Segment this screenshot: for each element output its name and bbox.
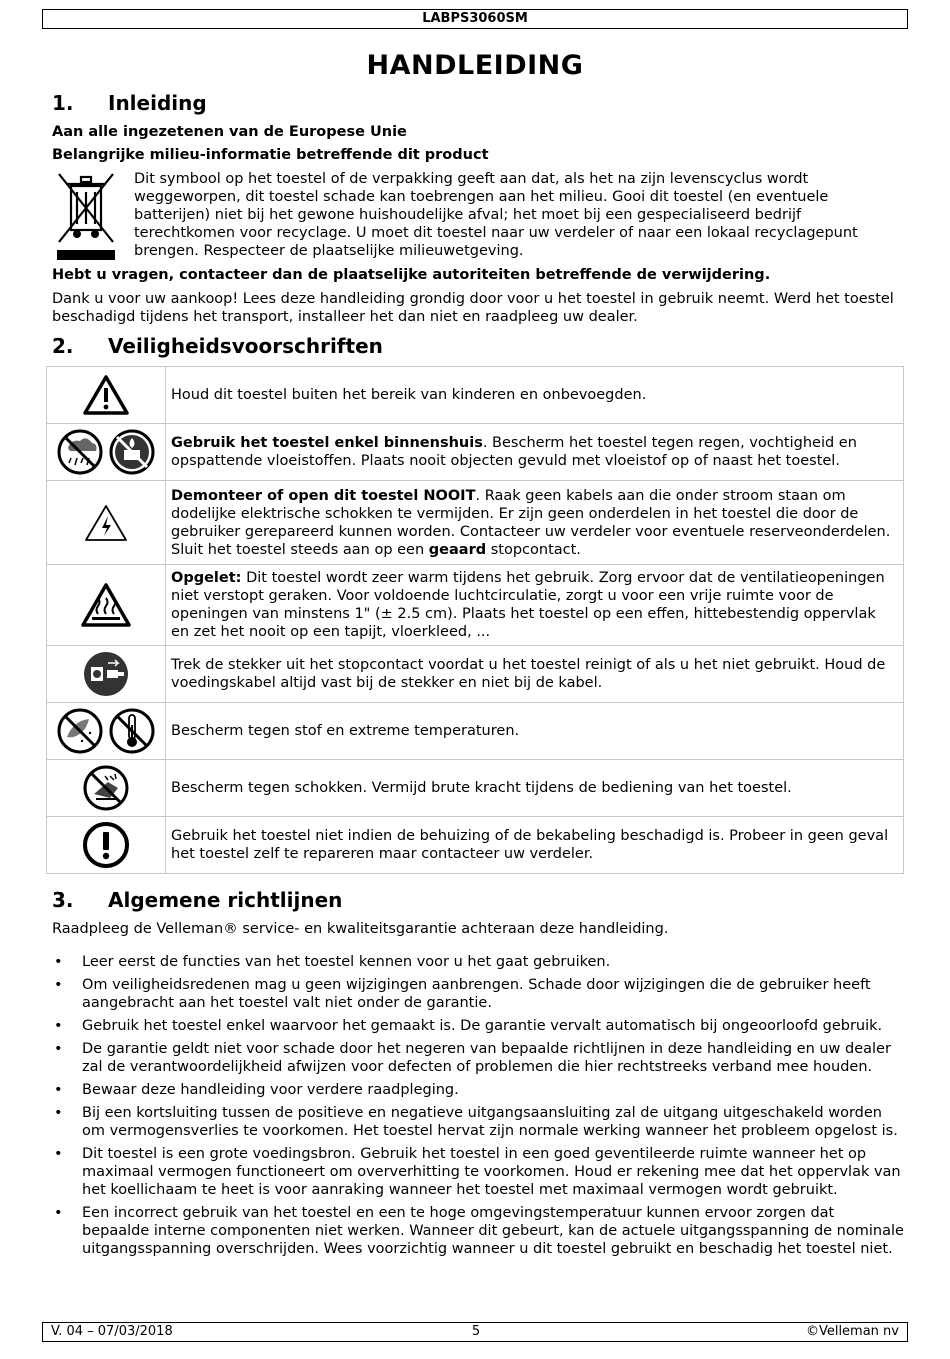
safety-row [47,367,904,424]
safety-text: Trek de stekker uit het stopcontact voordat u het toestel reinigt of als u het niet gebruikt. Houd de voedingskabel altijd vast bij de stekker en niet bij de kabel. [166,646,904,703]
section-1-heading: 1. Inleiding [52,91,207,115]
document-title: HANDLEIDING [366,50,584,81]
safety-row [47,424,904,481]
safety-text: Bescherm tegen stof en extreme temperaturen. [166,703,904,760]
model-number: LABPS3060SM [422,11,528,26]
section-2-heading: 2. Veiligheidsvoorschriften [52,334,383,358]
safety-text: Opgelet: Dit toestel wordt zeer warm tijdens het gebruik. Zorg ervoor dat de ventilatieopeningen niet verstopt geraken. Voor voldoende luchtcirculatie, zorgt u voor een vrije ruimte voor de openingen van minstens 1" (± 2.5 cm). Plaats het toestel op een effen, hittebestendig oppervlak en zet het nooit op een tapijt, vloerkleed, ... [166,565,904,646]
safety-text: Gebruik het toestel enkel binnenshuis. Bescherm het toestel tegen regen, vochtigheid en opspattende vloeistoffen. Plaats nooit objecten gevuld met vloeistof op of naast het toestel. [166,424,904,481]
no-dust-no-temperature-icon [47,703,166,760]
attention-circle-icon [47,817,166,874]
weee-description: Dit symbool op het toestel of de verpakking geeft aan dat, als het na zijn levenscyclus wordt weggeworpen, dit toestel schade kan toebrengen aan het milieu. Gooi dit toestel (en eventuele batterijen) niet bij het gewone huishoudelijke afval; het moet bij een gespecialiseerd bedrijf terechtkomen voor recyclage. U moet dit toestel naar uw verdeler of naar een lokaal recyclagepunt brengen. Respecteer de plaatselijke milieuwetgeving. [134,171,858,259]
copyright: ©Velleman nv [805,1324,899,1339]
safety-table [46,366,904,874]
list-item: • Gebruik het toestel enkel waarvoor het gemaakt is. De garantie vervalt automatisch bij ongeoorloofd gebruik. [52,1017,904,1035]
page-header [42,9,908,29]
safety-row [47,817,904,874]
safety-row [47,703,904,760]
list-item: • Een incorrect gebruik van het toestel en een te hoge omgevingstemperatuur kunnen ervoor zorgen dat bepaalde interne componenten niet werken. Wanneer dit gebeurt, kan de actuele uitgangsspanning de nominale uitgangsspanning overschrijden. Wees voorzichtig wanneer u dit toestel gebruikt en beschadig het toestel niet. [52,1204,904,1258]
warning-triangle-icon [47,367,166,424]
safety-row [47,760,904,817]
list-item: • De garantie geldt niet voor schade door het negeren van bepaalde richtlijnen in deze handleiding en uw dealer zal de verantwoordelijkheid afwijzen voor defecten of problemen die hier rechtstreeks verband mee houden. [52,1040,904,1076]
hot-surface-icon [47,565,166,646]
safety-row [47,646,904,703]
safety-row [47,481,904,565]
page-footer [42,1322,908,1342]
environment-subheading: Belangrijke milieu-informatie betreffende dit product [52,147,489,163]
list-item: • Leer eerst de functies van het toestel kennen voor u het gaat gebruiken. [52,953,904,971]
version-date: V. 04 – 07/03/2018 [51,1324,173,1339]
guidelines-list [52,953,904,1263]
weee-bin-icon [55,170,117,262]
no-rain-no-liquid-icon [47,424,166,481]
safety-text: Demonteer of open dit toestel NOOIT. Raak geen kabels aan die onder stroom staan om dodelijke elektrische schokken te vermijden. Er zijn geen onderdelen in het toestel die door de gebruiker gerepareerd kunnen worden. Contacteer uw verdeler voor eventuele reserveonderdelen. Sluit het toestel steeds aan op een geaard stopcontact. [166,481,904,565]
safety-text: Gebruik het toestel niet indien de behuizing of de bekabeling beschadigd is. Probeer in geen geval het toestel zelf te repareren maar contacteer uw verdeler. [166,817,904,874]
unplug-icon [47,646,166,703]
no-shock-icon [47,760,166,817]
list-item: • Om veiligheidsredenen mag u geen wijzigingen aanbrengen. Schade door wijzigingen die de gebruiker heeft aangebracht aan het toestel valt niet onder de garantie. [52,976,904,1012]
safety-text: Bescherm tegen schokken. Vermijd brute kracht tijdens de bediening van het toestel. [166,760,904,817]
list-item: • Dit toestel is een grote voedingsbron. Gebruik het toestel in een goed geventileerde ruimte wanneer het op maximaal vermogen functioneert om oververhitting te voorkomen. Houd er rekening mee dat het oppervlak van het koellichaam te heet is voor aanraking wanneer het toestel met maximaal vermogen wordt gebruikt. [52,1145,904,1199]
section-3-heading: 3. Algemene richtlijnen [52,888,343,912]
safety-text: Houd dit toestel buiten het bereik van kinderen en onbevoegden. [166,367,904,424]
page-number: 5 [471,1324,481,1339]
questions-notice: Hebt u vragen, contacteer dan de plaatselijke autoriteiten betreffende de verwijdering. [52,267,771,283]
list-item: • Bij een kortsluiting tussen de positieve en negatieve uitgangsaansluiting zal de uitgang uitgeschakeld worden om vermogensverlies te voorkomen. Het toestel hervat zijn normale werking wanneer het probleem opgelost is. [52,1104,904,1140]
eu-residents-subheading: Aan alle ingezetenen van de Europese Unie [52,124,407,140]
thanks-paragraph: Dank u voor uw aankoop! Lees deze handleiding grondig door voor u het toestel in gebruik neemt. Werd het toestel beschadigd tijdens het transport, installeer het dan niet en raadpleeg uw dealer. [52,291,894,325]
electric-shock-icon [47,481,166,565]
safety-row [47,565,904,646]
section-3-intro: Raadpleeg de Velleman® service- en kwaliteitsgarantie achteraan deze handleiding. [52,921,669,937]
list-item: • Bewaar deze handleiding voor verdere raadpleging. [52,1081,904,1099]
